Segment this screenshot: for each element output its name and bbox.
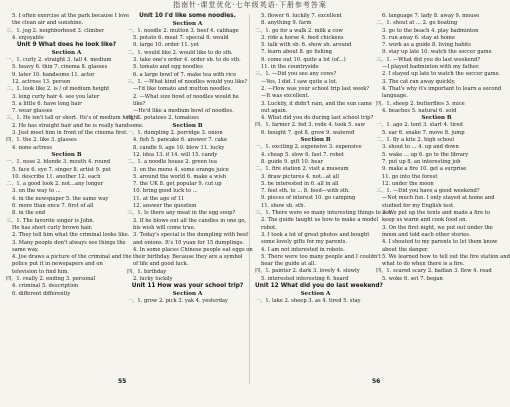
answer-line: 4. cheap 5. slow 6. fast 7. robot [261, 151, 344, 158]
answer-line: 4. none actress [12, 144, 53, 151]
answer-line: 7. the UK 8. get popular 9. cut up [133, 181, 222, 188]
answer-line: 一、1. lake 2. sheep 3. as 4. tired 5. stay [255, 297, 361, 304]
answer-line: about the danger. [382, 246, 429, 253]
answer-line: 一、1. ago 2. tent 3. start 4. tired [376, 122, 463, 129]
answer-line: 5. wake ... up 6. go to the library [382, 151, 469, 158]
answer-line: 5. talk with sb. 6. show sb. around [261, 42, 352, 49]
answer-line: 四、1. really 2. ending 3. personal [6, 275, 96, 282]
answer-line: 12. under the moon [382, 180, 434, 187]
answer-line: 5. We learned how to tell out the fire station and [382, 253, 510, 260]
answer-line: 9. come out 10. quite a lot (of...) [261, 56, 346, 63]
answer-line: 三、1. —What kind of noodles would you like? [127, 78, 248, 85]
answer-line: of life and good luck. [133, 261, 189, 268]
answer-line: 7. work as a guide 8. living habits [382, 42, 471, 49]
answer-line: 2. We put up the tents and made a fire to [382, 210, 491, 217]
answer-line: and onions. It's 10 yuan for 15 dumplings. [133, 239, 245, 246]
answer-line: 11. at the age of 11 [133, 195, 185, 202]
answer-line: 一、1. grow 2. pick 3. yak 4. yesterday [127, 298, 228, 305]
answer-line: 6. more than once 7. first of all [12, 203, 94, 210]
answer-line: 3. Today's special is the dumpling with beef [133, 232, 249, 239]
answer-column-2 [127, 13, 253, 385]
answer-line: 2. lucky luckily [133, 275, 173, 282]
answer-line: 3. Luckily, it didn't rain, and the sun came [261, 100, 372, 107]
answer-line: 8. candle 9. age 10. blow 11. lucky [133, 144, 225, 151]
answer-line: 三、1. He isn't tall or short. He's of medium height. [6, 115, 141, 122]
answer-line: his wish will come true. [133, 224, 196, 231]
answer-column-1 [6, 13, 144, 385]
answer-line: 4. in the newspaper 5. the same way [12, 195, 109, 202]
answer-line: 5. ear 6. snake 7. move 8. jump [382, 129, 465, 136]
answer-line: 二、1. fly a kite 2. high school [376, 137, 455, 144]
answer-line: television to find him. [12, 268, 70, 275]
unit-heading: Unit 9 What does he look like? [16, 42, 117, 49]
answer-line: 8. anything 9. farm [261, 20, 312, 27]
answer-line: 二、1. go for a walk 2. milk a cow [255, 27, 343, 34]
answer-line: same way. [12, 246, 39, 253]
answer-line: 四、1. farmer 2. fed 3. rode 4. took 5. saw [255, 122, 365, 129]
answer-line: 2. I stayed up late to watch the soccer game. [382, 71, 501, 78]
answer-line: 5. potato 6. meat 7. special 8. would [133, 35, 229, 42]
answer-line: 6. different differently [12, 290, 71, 297]
answer-line: 6. language 7. lady 8. away 9. mouse [382, 13, 480, 19]
answer-line: 12. answer the question [133, 203, 197, 210]
answer-line: 三、1. The favorite singer is John. [6, 217, 95, 224]
page-header: 指南针·课堂优化·七年级英语·下册参考答案 [173, 1, 327, 9]
section-heading: Section B [51, 151, 82, 158]
answer-line: —He'd like a medium bowl of noodles. [133, 108, 234, 115]
answer-line: 4. That's why it's important to learn a second [382, 85, 502, 92]
answer-line: 一、1. nose 2. blonde 3. mouth 4. round [6, 159, 111, 166]
answer-line: the clean air and sunshine. [12, 20, 84, 27]
answer-line: 2. He has straight hair and he is really handsome. [12, 122, 144, 129]
section-heading: Section A [172, 20, 203, 27]
answer-line: 二、1. look like 2. is / of medium height [6, 86, 110, 93]
answer-line: 9. pieces of interest 10. go camping [261, 195, 356, 202]
answer-line: 四、1. potatoes 2. tomatoes [127, 115, 199, 122]
answer-line: 5. run away 6. stay at home [382, 34, 455, 41]
answer-line: 3. long curly hair 4. see you later [12, 93, 100, 100]
answer-line: 5. woke 6. set 7. began [382, 275, 443, 282]
answer-column-4 [376, 13, 510, 385]
answer-line: 9. large 10. order 11. yet [133, 42, 199, 49]
page-number-left: 55 [118, 378, 127, 385]
answer-line: 四、1. the 2. like 3. glasses [6, 137, 77, 144]
answer-line: 10. bring good luck to ... [133, 188, 198, 195]
answer-line: 4. What did you do during last school trip? [261, 115, 374, 122]
answer-line: 二、1. a good look 2. not...any longer [6, 181, 104, 188]
answer-line: —Yes, I did. I saw quite a lot. [261, 78, 338, 85]
answer-line: 2. If he blows out all the candles in one go, [133, 217, 247, 224]
answer-line: 4. fish 5. pancake 6. answer 7. cake [133, 137, 228, 144]
answer-line: 5. be interested in 6. all in all [261, 180, 339, 187]
answer-line: 4. beaches 5. natural 6. sold [382, 107, 457, 114]
answer-line: 12. actress 13. person [12, 78, 71, 85]
answer-line: 5. flower 6. luckily 7. excellent [261, 13, 342, 19]
answer-line: 5. face 6. eye 7. singer 8. artist 9. put [12, 166, 111, 173]
answer-line: 一、1. curly 2. straight 3. tall 4. medium [6, 57, 112, 64]
answer-line: 5. I often exercise at the park because I love [12, 13, 130, 19]
answer-line: 3. on the way to ... [12, 188, 61, 195]
unit-heading: Unit 11 How was your school trip? [131, 283, 244, 290]
answer-line: moon and told each other stories. [382, 231, 471, 238]
section-heading: Section B [421, 115, 452, 122]
answer-line: 4. I shouted to my parents to let them know [382, 239, 498, 246]
section-heading: Section A [300, 290, 331, 297]
answer-line: 7. wear glasses [12, 108, 53, 115]
answer-line: their birthday. Because they are a symbol [133, 254, 243, 261]
answer-line: 3. Many people don't always see things the [12, 239, 126, 246]
answer-line: —I played badminton with my father. [382, 64, 480, 71]
answer-line: He has short curly brown hair. [12, 224, 93, 231]
section-heading: Section A [172, 290, 203, 297]
answer-line: 二、1. shout at ... 2. go boating [376, 20, 458, 27]
answer-line: hear the guide at all. [261, 261, 317, 268]
answer-line: 3. Just meet him in front of the cinema first. [12, 130, 128, 137]
unit-heading: Unit 10 I'd like some noodles. [139, 13, 236, 19]
answer-line: 11. show sb. sth. [261, 202, 306, 209]
answer-line: 6. a large bowl of 7. make tea with rice [133, 71, 237, 78]
answer-line: 三、1. —What did you do last weekend? [376, 56, 481, 63]
answer-line: 8. in the end [12, 210, 46, 217]
answer-line: —I'd like tomato and mutton noodles. [133, 86, 232, 93]
answer-line: 11. go into the forest [382, 173, 438, 180]
answer-line: 3. on the menu 4. some orange juice [133, 166, 229, 173]
answer-line: 二、1. would like 2. would like to do sth. [127, 49, 233, 56]
answer-line: 5. tomato and egg noodles [133, 64, 203, 71]
answer-line: 3. ride a horse 4. feed chickens [261, 34, 344, 41]
answer-line: 2. —How was your school trip last week? [261, 85, 370, 92]
answer-line: some lovely gifts for my parents. [261, 239, 348, 246]
page-divider [249, 14, 250, 384]
answer-line: like? [133, 100, 146, 107]
answer-line: what to do when there is a fire. [382, 261, 465, 268]
answer-line: studied for my English test. [382, 202, 455, 209]
answer-line: 12. idea 13. if 14. will 15. candy [133, 151, 218, 158]
answer-line: 3. draw pictures 4. not...at all [261, 173, 340, 180]
answer-line: 7. feel sth. to ... 8. feed—with sth. [261, 188, 350, 195]
answer-line: 一、1. dumpling 2. porridge 3. onion [127, 130, 223, 137]
answer-line: 四、1. painter 2. dark 3. lovely 4. slowly [255, 268, 360, 275]
section-heading: Section B [172, 122, 203, 129]
answer-line: 4. Joe draws a picture of the criminal and the [12, 254, 132, 261]
section-heading: Section A [51, 49, 82, 56]
answer-line: 9. stay up late 10. watch the soccer game [382, 49, 492, 56]
answer-line: out again. [261, 107, 288, 114]
answer-line: 6. bought 7. got 8. grew 9. watered [261, 129, 355, 136]
answer-line: 5. a little 6. have long hair [12, 100, 82, 107]
answer-line: 7. put up 8. an interesting job [382, 158, 461, 165]
answer-line: 3. The cat ran away quickly. [382, 78, 456, 85]
answer-line: 5. heavy 6. thin 7. cinema 8. glasses [12, 64, 108, 71]
answer-line: 三、1. —Did you have a good weekend? [376, 188, 480, 195]
answer-line: 四、1. scared scary 2. badian 3. flew 4. read [376, 268, 492, 275]
answer-line: 5. interested interesting 6. heard [261, 275, 349, 282]
answer-line: —It was excellent. [261, 93, 310, 100]
answer-line: 3. I took a lot of great photos and bought [261, 231, 370, 238]
answer-line: 2. —What size bowl of noodles would he [133, 93, 239, 100]
answer-line: 三、1. Is there any meat in the egg soup? [127, 210, 236, 217]
answer-line: 4. In some places Chinese people eat eggs on [133, 246, 253, 253]
page-number-right: 56 [372, 378, 381, 385]
answer-line: 2. The guide taught us how to make a model [261, 217, 379, 224]
answer-line: 二、1. fire station 2. visit a museum [255, 166, 349, 173]
unit-heading: Unit 12 What did you do last weekend? [255, 282, 383, 289]
answer-line: 一、1. exciting 2. expensive 3. expensive [255, 144, 362, 151]
answer-line: —Not much fun. I only stayed at home and [382, 195, 495, 202]
answer-line: 11. in the countryside [261, 64, 319, 71]
answer-line: 7. learn about 8. go fishing [261, 49, 332, 56]
answer-line: 3. take one's order 4. order sb. to do sth. [133, 57, 241, 64]
answer-line: 三、1. jog 2. neighborhood 3. climber [6, 27, 105, 34]
answer-line: 5. around the world 6. make a wish [133, 173, 227, 180]
answer-line: 四、1. birthday [127, 268, 167, 275]
answer-line: 9. make a fire 10. get a surprise [382, 166, 467, 173]
answer-line: language. [382, 93, 408, 100]
answer-line: 10. describe 11. another 12. each [12, 173, 101, 180]
answer-line: police put it in newspapers and on [12, 261, 103, 268]
answer-line: 4. criminal 5. description [12, 283, 79, 290]
answer-line: 三、1. There were so many interesting things to see. [255, 210, 393, 217]
answer-line: 9. later 10. handsome 11. actor [12, 71, 95, 78]
answer-line: 2. They tell him what the criminal looks like. [12, 232, 130, 239]
section-heading: Section B [300, 137, 331, 144]
answer-line: 四、1. sheep 2. butterflies 3. mice [376, 100, 465, 107]
answer-line: 3. On the first night, we put out under the [382, 224, 493, 231]
answer-line: 二、1. a noodle house 2. green tea [127, 159, 217, 166]
answer-line: 5. There were too many people and I couldn't [261, 253, 381, 260]
answer-line: 4. enjoyable [12, 34, 44, 41]
answer-line: 3. go to the beach 4. play badminton [382, 27, 479, 34]
answer-line: keep us warm and cook food on. [382, 217, 468, 224]
answer-line: 4. I am not interested in robots. [261, 246, 345, 253]
answer-line: 三、1. —Did you see any cows? [255, 71, 337, 78]
answer-line: 一、1. noodle 2. mutton 3. beef 4. cabbage [127, 27, 239, 34]
answer-line: robot. [261, 224, 277, 231]
answer-line: 8. guide 9. gift 10. hear [261, 158, 324, 165]
answer-line: 3. shout to ... 4. up and down [382, 144, 459, 151]
